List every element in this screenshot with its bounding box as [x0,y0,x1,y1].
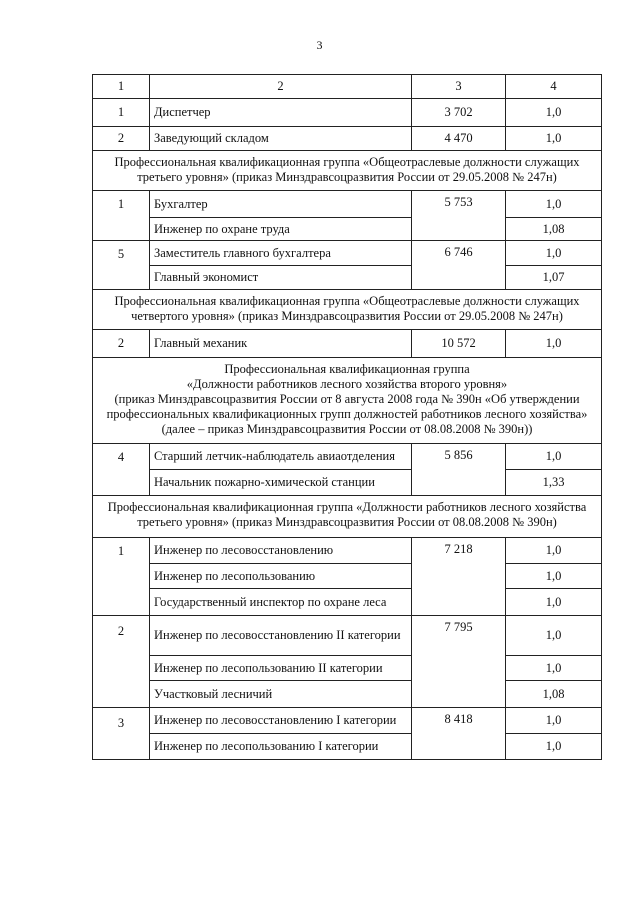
row-number: 1 [93,99,150,127]
section-heading-row [93,496,602,538]
coefficient-value: 1,0 [506,538,602,564]
table-row [93,99,602,127]
table-row [93,656,602,681]
table-row [93,589,602,616]
table-row [93,241,602,266]
coefficient-value: 1,0 [506,564,602,589]
salary-table [92,74,602,760]
table-row [93,708,602,734]
salary-value: 3 702 [412,99,506,127]
table-row [93,681,602,708]
coefficient-value: 1,0 [506,656,602,681]
row-number: 2 [93,616,150,708]
table-row [93,330,602,358]
position-name: Участковый лесничий [150,681,412,708]
row-number: 4 [93,444,150,496]
section-heading-row [93,358,602,444]
coefficient-value: 1,0 [506,330,602,358]
row-number: 1 [93,538,150,616]
row-number: 2 [93,127,150,151]
table-row [93,127,602,151]
salary-value: 10 572 [412,330,506,358]
section-heading: Профессиональная квалификационная группа «Общеотраслевые должности служащих третьего уровня» (приказ Минздравсоцразвития России от 29.05.2008 № 247н) [93,151,602,191]
row-number: 5 [93,241,150,290]
coefficient-value: 1,0 [506,589,602,616]
section-heading-line: «Должности работников лесного хозяйства второго уровня» [186,377,508,391]
section-heading [93,358,602,444]
salary-value: 7 218 [412,538,506,616]
position-name: Инженер по лесопользованию [150,564,412,589]
position-name: Диспетчер [150,99,412,127]
table-row [93,191,602,218]
row-number: 1 [93,191,150,241]
header-cell: 1 [93,75,150,99]
row-number: 2 [93,330,150,358]
section-heading-line: (далее – приказ Минздравсоцразвития России от 08.08.2008 № 390н)) [161,422,533,436]
position-name: Заместитель главного бухгалтера [150,241,412,266]
coefficient-value: 1,0 [506,241,602,266]
coefficient-value: 1,0 [506,616,602,656]
position-name: Инженер по охране труда [150,218,412,241]
header-cell: 3 [412,75,506,99]
position-name: Бухгалтер [150,191,412,218]
position-name: Инженер по лесопользованию II категории [150,656,412,681]
row-number: 3 [93,708,150,760]
table-row [93,470,602,496]
salary-value: 5 753 [412,191,506,241]
table-row [93,616,602,656]
position-name: Начальник пожарно-химической станции [150,470,412,496]
position-name: Старший летчик-наблюдатель авиаотделения [150,444,412,470]
coefficient-value: 1,0 [506,99,602,127]
salary-value: 7 795 [412,616,506,708]
coefficient-value: 1,0 [506,734,602,760]
position-name: Инженер по лесовосстановлению [150,538,412,564]
salary-value: 5 856 [412,444,506,496]
section-heading-row [93,290,602,330]
table-row [93,564,602,589]
coefficient-value: 1,0 [506,444,602,470]
salary-value: 8 418 [412,708,506,760]
table-row [93,444,602,470]
section-heading: Профессиональная квалификационная группа «Должности работников лесного хозяйства третьего уровня» (приказ Минздравсоцразвития России от 08.08.2008 № 390н) [93,496,602,538]
page-number: 3 [316,38,323,52]
coefficient-value: 1,07 [506,266,602,290]
position-name: Главный экономист [150,266,412,290]
section-heading: Профессиональная квалификационная группа «Общеотраслевые должности служащих четвертого уровня» (приказ Минздравсоцразвития России от 29.05.2008 № 247н) [93,290,602,330]
coefficient-value: 1,08 [506,681,602,708]
position-name: Заведующий складом [150,127,412,151]
coefficient-value: 1,0 [506,127,602,151]
header-cell: 2 [150,75,412,99]
table-row [93,218,602,241]
position-name: Инженер по лесопользованию I категории [150,734,412,760]
table-row [93,266,602,290]
table-row [93,734,602,760]
table-header-row [93,75,602,99]
position-name: Инженер по лесовосстановлению I категории [150,708,412,734]
coefficient-value: 1,0 [506,708,602,734]
section-heading-line: Профессиональная квалификационная группа [224,362,470,376]
header-cell: 4 [506,75,602,99]
section-heading-line: (приказ Минздравсоцразвития России от 8 августа 2008 года № 390н «Об утверждении профессиональных квалификационных групп должностей работников лесного хозяйства» [106,392,588,421]
position-name: Государственный инспектор по охране леса [150,589,412,616]
salary-value: 6 746 [412,241,506,290]
table-row [93,538,602,564]
coefficient-value: 1,08 [506,218,602,241]
salary-value: 4 470 [412,127,506,151]
coefficient-value: 1,0 [506,191,602,218]
section-heading-row [93,151,602,191]
position-name: Главный механик [150,330,412,358]
coefficient-value: 1,33 [506,470,602,496]
position-name: Инженер по лесовосстановлению II категории [150,616,412,656]
